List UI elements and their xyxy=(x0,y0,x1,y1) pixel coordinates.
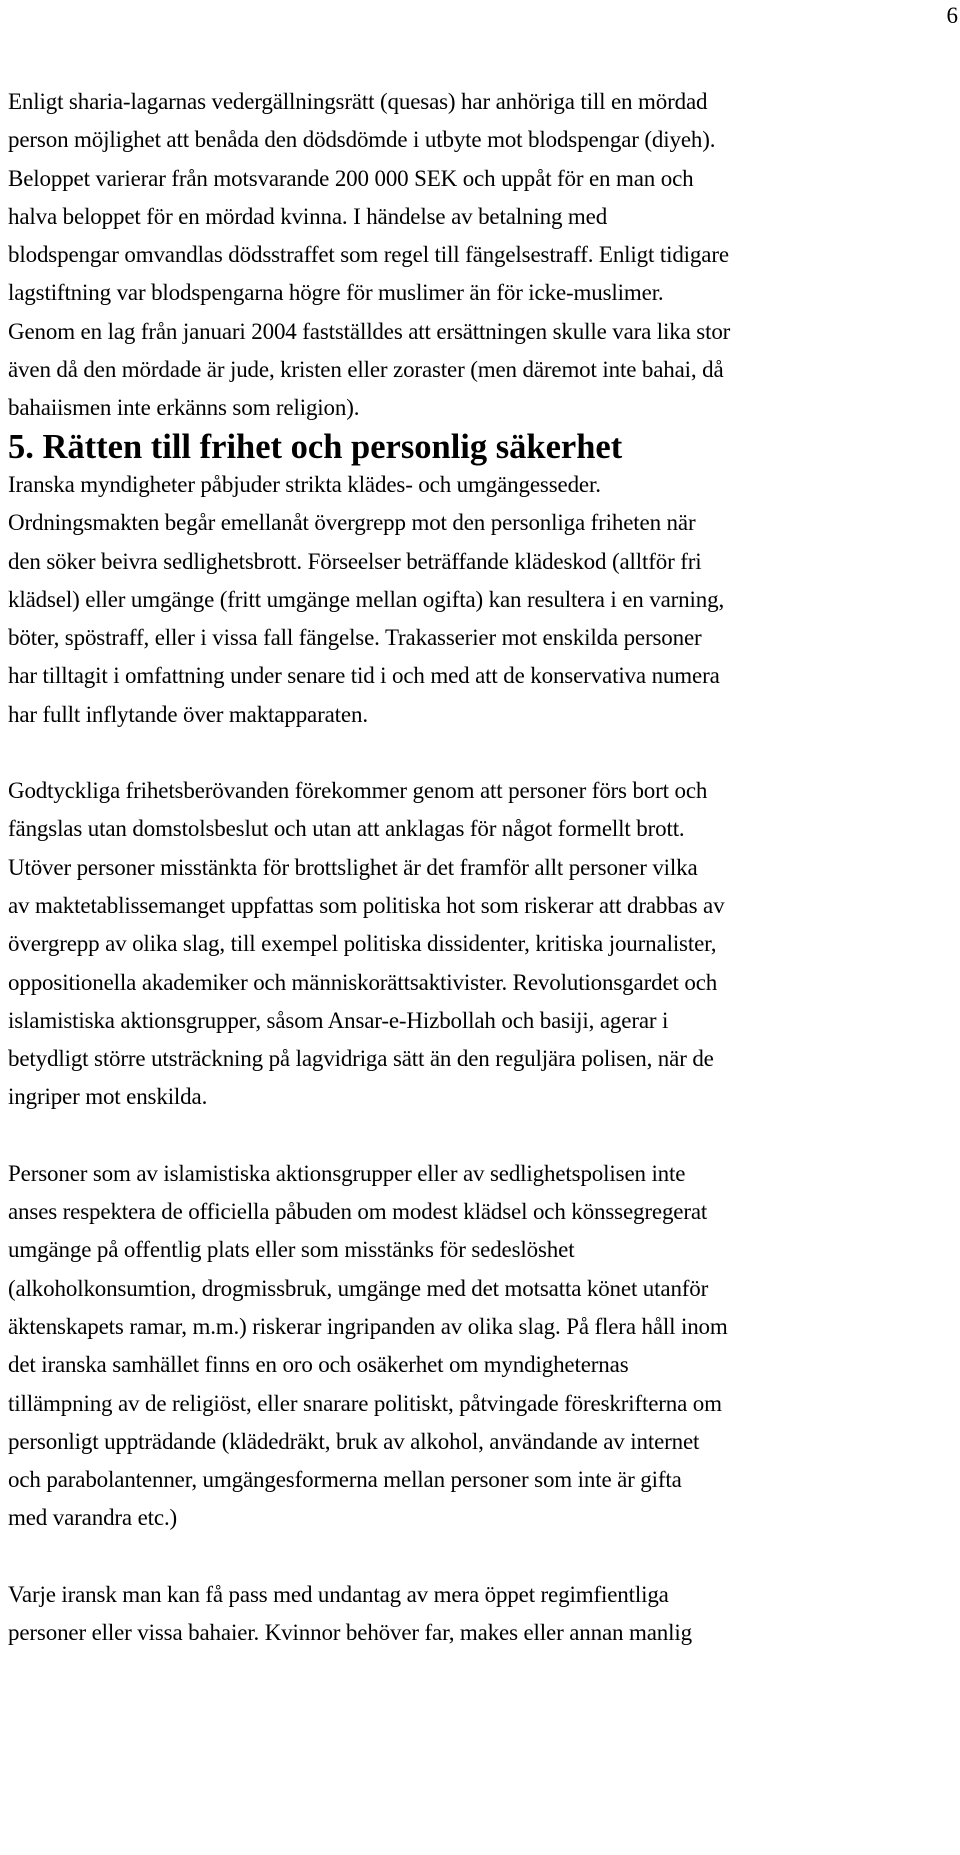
page-number: 6 xyxy=(946,3,958,28)
section-heading: 5. Rätten till frihet och personlig säkerhet xyxy=(8,427,623,466)
paragraph-dress-codes: Iranska myndigheter påbjuder strikta klädes- och umgängesseder. Ordningsmakten begår emellanåt övergrepp mot den personliga friheten när den söker beivra sedlighetsbrott. Förseelser beträffande klädeskod (alltför fri klädsel) eller umgänge (fritt umgänge mellan ogifta) kan resultera i en varning, böter, spöstraff, eller i vissa fall fängelse. Trakasserier mot enskilda personer har tilltagit i omfattning under senare tid i och med att de konservativa numera har fullt inflytande över maktapparaten. xyxy=(8,471,725,727)
paragraph-blood-money: Enligt sharia-lagarnas vedergällningsrätt (quesas) har anhöriga till en mördad person möjlighet att benåda den dödsdömde i utbyte mot blodspengar (diyeh). Beloppet varierar från motsvarande 200 000 SEK och uppåt för en man och halva beloppet för en mördad kvinna. I händelse av betalning med blodspengar omvandlas dödsstraffet som regel till fängelsestraff. Enligt tidigare lagstiftning var blodspengarna högre för muslimer än för icke-muslimer. Genom en lag från januari 2004 fastställdes att ersättningen skulle vara lika stor även då den mördade är jude, kristen eller zoraster (men däremot inte bahai, då bahaiismen inte erkänns som religion). xyxy=(8,89,731,421)
paragraph-arbitrary-detention: Godtyckliga frihetsberövanden förekommer genom att personer förs bort och fängslas utan domstolsbeslut och utan att anklagas för något formellt brott. Utöver personer misstänkta för brottslighet är det framför allt personer vilka av maktetablissemanget uppfattas som politiska hot som riskerar att drabbas av övergrepp av olika slag, till exempel politiska dissidenter, kritiska journalister, oppositionella akademiker och människorättsaktivister. Revolutionsgardet och islamistiska aktionsgrupper, såsom Ansar-e-Hizbollah och basiji, agerar i betydligt större utsträckning på lagvidriga sätt än den reguljära polisen, när de ingriper mot enskilda. xyxy=(8,778,725,1110)
paragraph-passports: Varje iransk man kan få pass med undantag av mera öppet regimfientliga personer eller vissa bahaier. Kvinnor behöver far, makes eller annan manlig xyxy=(8,1581,692,1645)
paragraph-morality-police: Personer som av islamistiska aktionsgrupper eller av sedlighetspolisen inte anses respektera de officiella påbuden om modest klädsel och könssegregerat umgänge på offentlig plats eller som misstänks för sedeslöshet (alkoholkonsumtion, drogmissbruk, umgänge med det motsatta könet utanför äktenskapets ramar, m.m.) riskerar ingripanden av olika slag. På flera håll inom det iranska samhället finns en oro och osäkerhet om myndigheternas tillämpning av de religiöst, eller snarare politiskt, påtvingade föreskrifterna om personligt uppträdande (klädedräkt, bruk av alkohol, användande av internet och parabolantenner, umgängesformerna mellan personer som inte är gifta med varandra etc.) xyxy=(8,1160,728,1531)
document-body xyxy=(8,83,958,1652)
